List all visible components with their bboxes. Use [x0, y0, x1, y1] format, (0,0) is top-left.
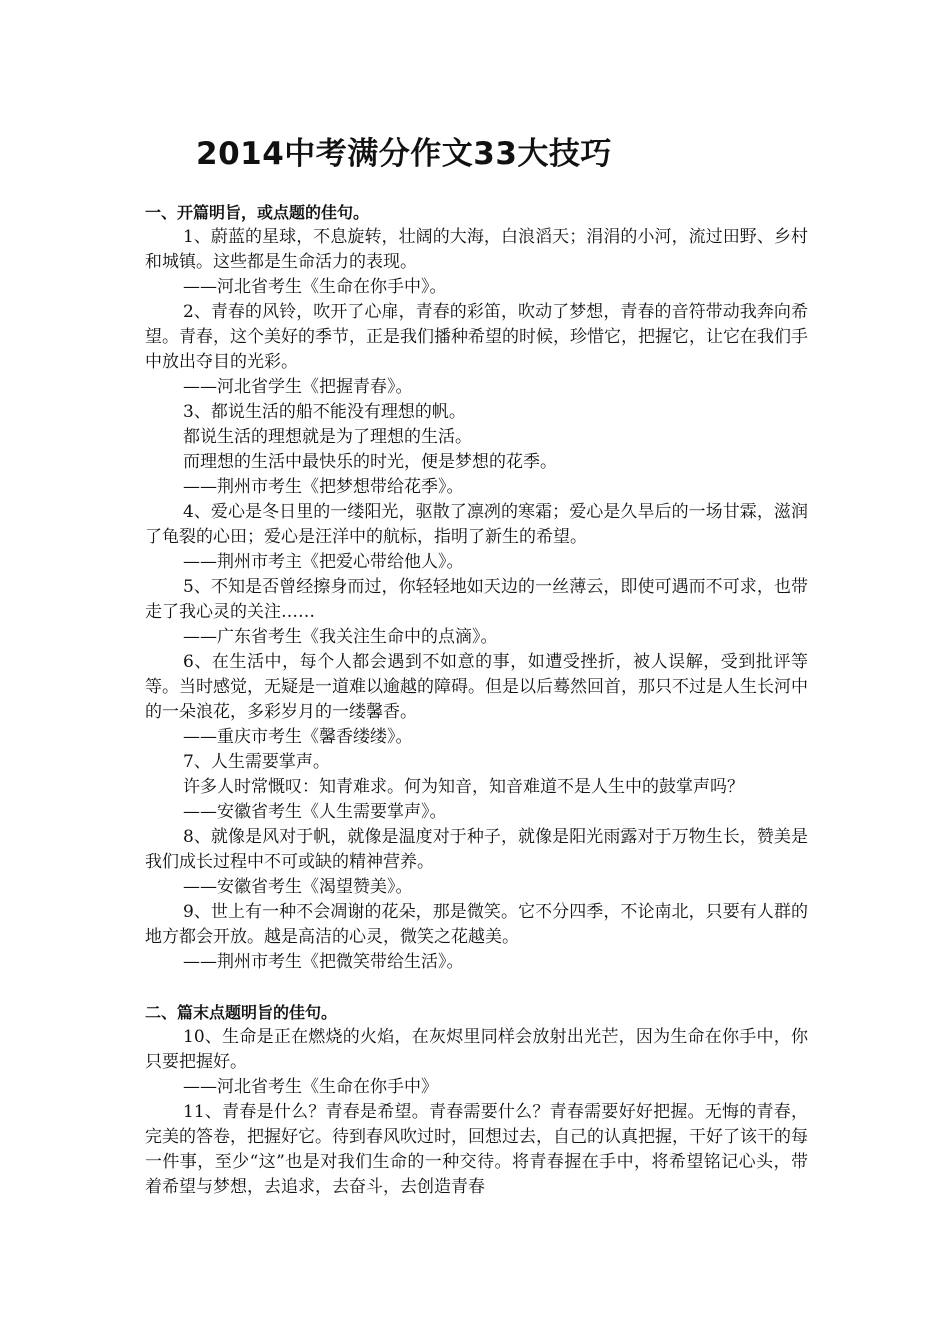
paragraph: 6、在生活中，每个人都会遇到不如意的事，如遭受挫折，被人误解，受到批评等等。当时感觉，无疑是一道难以逾越的障碍。但是以后蓦然回首，那只不过是人生长河中的一朵浪花，多彩岁月的一缕馨香。 — [145, 652, 808, 722]
section-heading: 一、开篇明旨，或点题的佳句。 — [145, 203, 370, 222]
section-spacer — [145, 975, 808, 1000]
paragraph-line: 都说生活的理想就是为了理想的生活。 — [183, 427, 472, 447]
source-line: ——安徽省考生《人生需要掌声》。 — [183, 802, 447, 822]
paragraph: 许多人时常慨叹：知青难求。何为知音，知音难道不是人生中的鼓掌声吗？ — [183, 777, 744, 797]
section-heading: 二、篇末点题明旨的佳句。 — [145, 1003, 338, 1022]
paragraph-line: 而理想的生活中最快乐的时光，便是梦想的花季。 — [183, 452, 557, 472]
source-line: ——河北省考生《生命在你手中》 — [183, 1077, 438, 1097]
paragraph: 2、青春的风铃，吹开了心扉，青春的彩笛，吹动了梦想，青春的音符带动我奔向希望。青春，这个美好的季节，正是我们播种希望的时候，珍惜它，把握它，让它在我们手中放出夺目的光彩。 — [145, 302, 808, 372]
paragraph: 8、就像是风对于帆，就像是温度对于种子，就像是阳光雨露对于万物生长，赞美是我们成长过程中不可或缺的精神营养。 — [145, 827, 808, 872]
source-line: ——广东省考生《我关注生命中的点滴》。 — [183, 627, 498, 647]
paragraph-line: 3、都说生活的船不能没有理想的帆。 — [183, 402, 466, 422]
paragraph: 10、生命是正在燃烧的火焰，在灰烬里同样会放射出光芒，因为生命在你手中，你只要把握好。 — [145, 1027, 808, 1072]
paragraph: 4、爱心是冬日里的一缕阳光，驱散了凛冽的寒霜；爱心是久旱后的一场甘霖，滋润了龟裂的心田；爱心是汪洋中的航标，指明了新生的希望。 — [145, 502, 808, 547]
paragraph: 9、世上有一种不会凋谢的花朵，那是微笑。它不分四季，不论南北，只要有人群的地方都会开放。越是高洁的心灵，微笑之花越美。 — [145, 902, 808, 947]
source-line: ——安徽省考生《渴望赞美》。 — [183, 877, 413, 897]
source-line: ——重庆市考生《馨香缕缕》。 — [183, 727, 413, 747]
source-line: ——荆州市考生《把微笑带给生活》。 — [183, 952, 464, 972]
source-line: ——荆州市考生《把梦想带给花季》。 — [183, 477, 464, 497]
paragraph: 5、不知是否曾经擦身而过，你轻轻地如天边的一丝薄云，即使可遇而不可求，也带走了我心灵的关注…… — [145, 577, 808, 622]
paragraph-line: 7、人生需要掌声。 — [183, 752, 330, 772]
document-title: 2014中考满分作文33大技巧 — [196, 136, 612, 172]
paragraph: 11、青春是什么？青春是希望。青春需要什么？青春需要好好把握。无悔的青春，完美的答卷，把握好它。待到春风吹过时，回想过去，自己的认真把握，干好了该干的每一件事，至少“这”也是对我们生命的一种交待。将青春握在手中，将希望铭记心头，带着希望与梦想，去追求，去奋斗，去创造青春 — [145, 1102, 808, 1197]
source-line: ——荆州市考主《把爱心带给他人》。 — [183, 552, 464, 572]
paragraph: 1、蔚蓝的星球，不息旋转，壮阔的大海，白浪滔天；涓涓的小河，流过田野、乡村和城镇。这些都是生命活力的表现。 — [145, 227, 808, 272]
document-body — [145, 200, 808, 1200]
source-line: ——河北省考生《生命在你手中》。 — [183, 277, 447, 297]
source-line: ——河北省学生《把握青春》。 — [183, 377, 413, 397]
